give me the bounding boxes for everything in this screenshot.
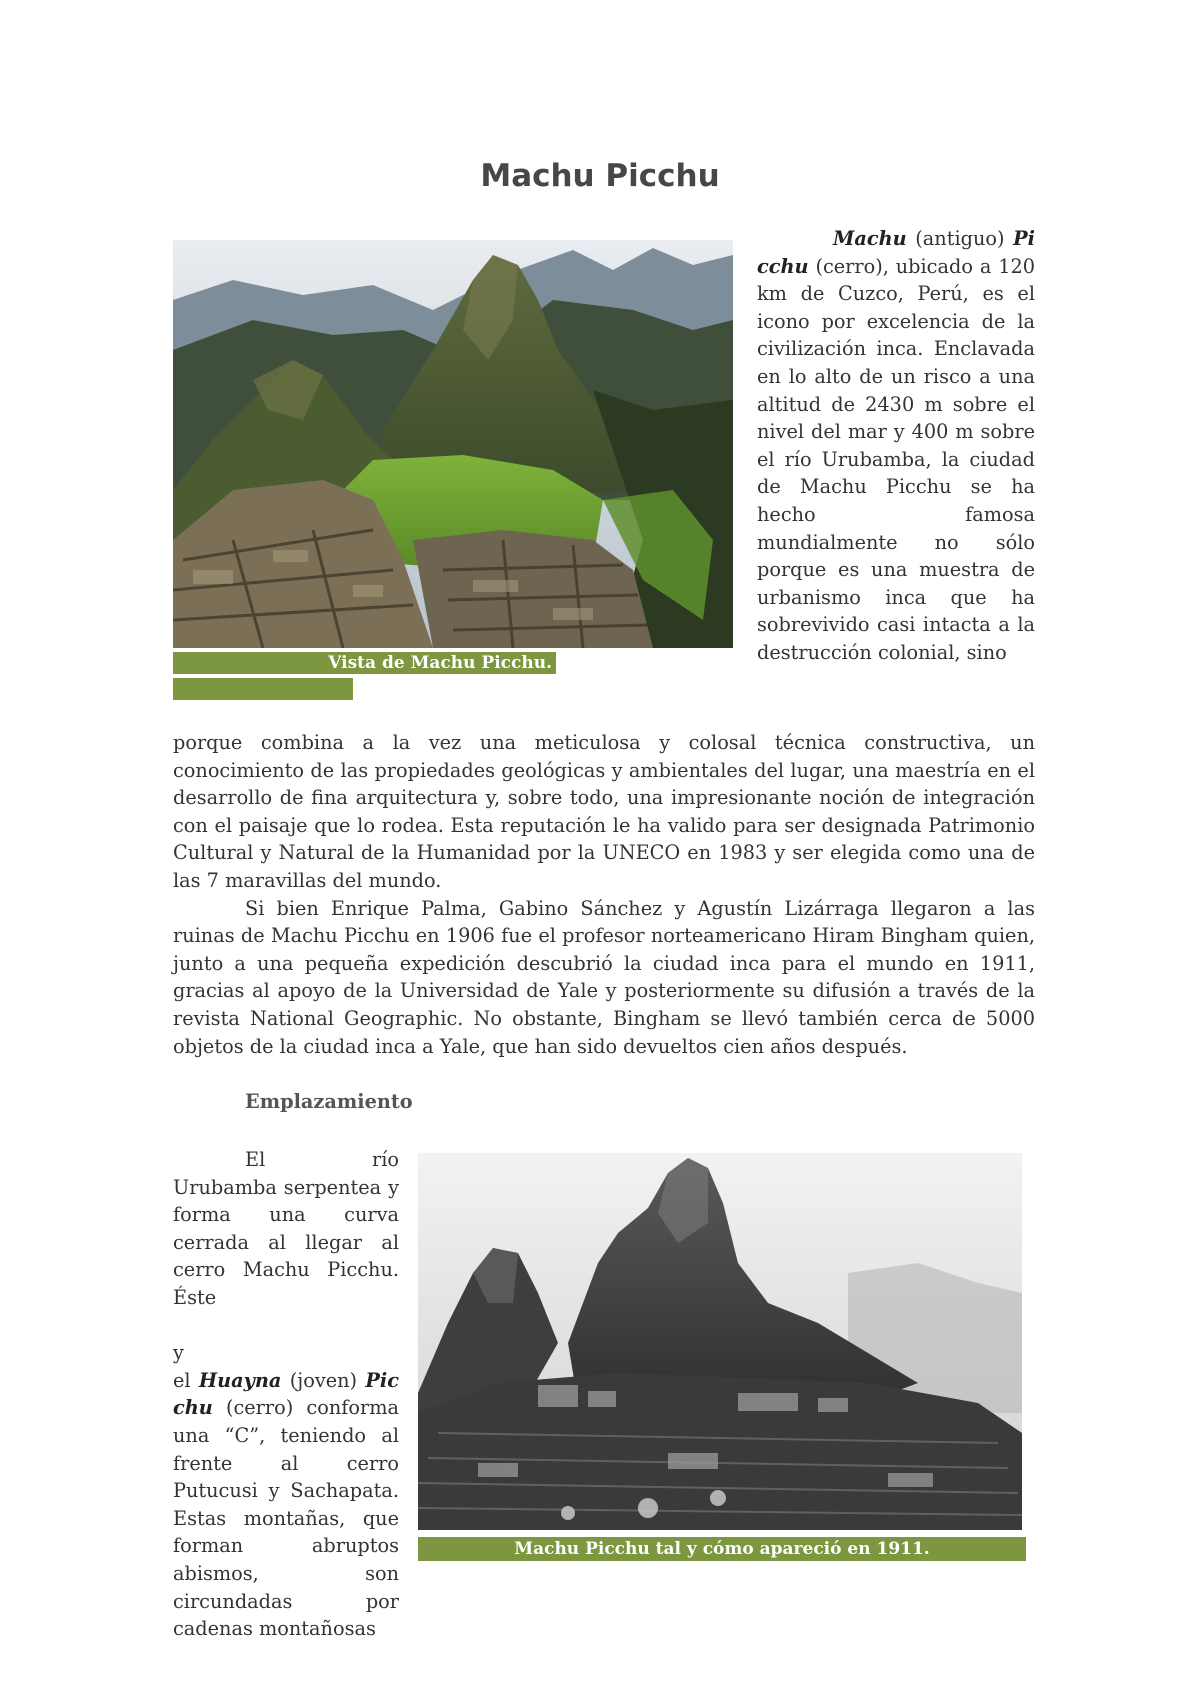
section-paragraph-1-text: El río Urubamba serpentea y forma una curva cerrada al llegar al cerro Machu Picchu. Éste: [173, 1148, 399, 1309]
section-el: el: [173, 1368, 191, 1392]
body-paragraph-2-text: Si bien Enrique Palma, Gabino Sánchez y Agustín Lizárraga llegaron a las ruinas de Machu Picchu en 1906 fue el profesor norteamericano Hiram Bingham quien, junto a una pequeña expedición descubrió la ciudad inca para el mundo en 1911, gracias al apoyo de la Universidad de Yale y posteriormente su difusión a través de la revista National Geographic. No obstante, Bingham se llevó también cerca de 5000 objetos de la ciudad inca a Yale, que han sido devueltos cien años después.: [173, 896, 1035, 1058]
body-text: [173, 729, 1035, 1060]
figure1-caption: Vista de Machu Picchu.: [173, 652, 556, 674]
section-paragraph-2: [173, 1367, 399, 1643]
term-machu: Machu: [833, 227, 907, 250]
body-paragraph-1: porque combina a la vez una meticulosa y colosal técnica constructiva, un conocimiento de las propiedades geológicas y ambientales del lugar, una maestría en el desarrollo de fina arquitectura y, sobre todo, una impresionante noción de integración con el paisaje que lo rodea. Esta reputación le ha valido para ser designada Patrimonio Cultural y Natural de la Humanidad por la UNECO en 1983 y ser elegida como una de las 7 maravillas del mundo.: [173, 731, 1035, 892]
page-title: Machu Picchu: [480, 158, 720, 194]
section-text: [173, 1146, 399, 1643]
term-huayna: Huayna: [198, 1368, 282, 1392]
section-rest: (cerro) conforma una “C”, teniendo al frente al cerro Putucusi y Sachapata. Estas montañas, que forman abruptos abismos, son circundadas por cadenas montañosas: [173, 1396, 399, 1641]
caption-bar: [173, 678, 353, 700]
section-y-line: y: [173, 1341, 184, 1365]
section-joven: (joven): [289, 1368, 358, 1392]
intro-paragraph: [757, 225, 1035, 667]
body-paragraph-2: [173, 895, 1035, 1061]
machu-picchu-1911-photo: [418, 1153, 1022, 1530]
figure2-caption: Machu Picchu tal y cómo apareció en 1911.: [418, 1537, 1026, 1561]
section-heading: Emplazamiento: [245, 1090, 413, 1113]
section-paragraph-1: [173, 1146, 399, 1312]
term-picchu: Pi cchu: [757, 227, 1035, 278]
intro-antiguo: (antiguo): [915, 227, 1005, 250]
machu-picchu-photo: [173, 240, 733, 648]
term-picchu-2: Pic chu: [173, 1368, 399, 1420]
intro-rest: (cerro), ubicado a 120 km de Cuzco, Perú, es el icono por excelencia de la civilización inca. Enclavada en lo alto de un risco a una altitud de 2430 m sobre el nivel del mar y 400 m sobre el río Urubamba, la ciudad de Machu Picchu se ha hecho famosa mundialmente no sólo porque es una muestra de urbanismo inca que ha sobrevivido casi intacta a la destrucción colonial, sino: [757, 254, 1036, 664]
